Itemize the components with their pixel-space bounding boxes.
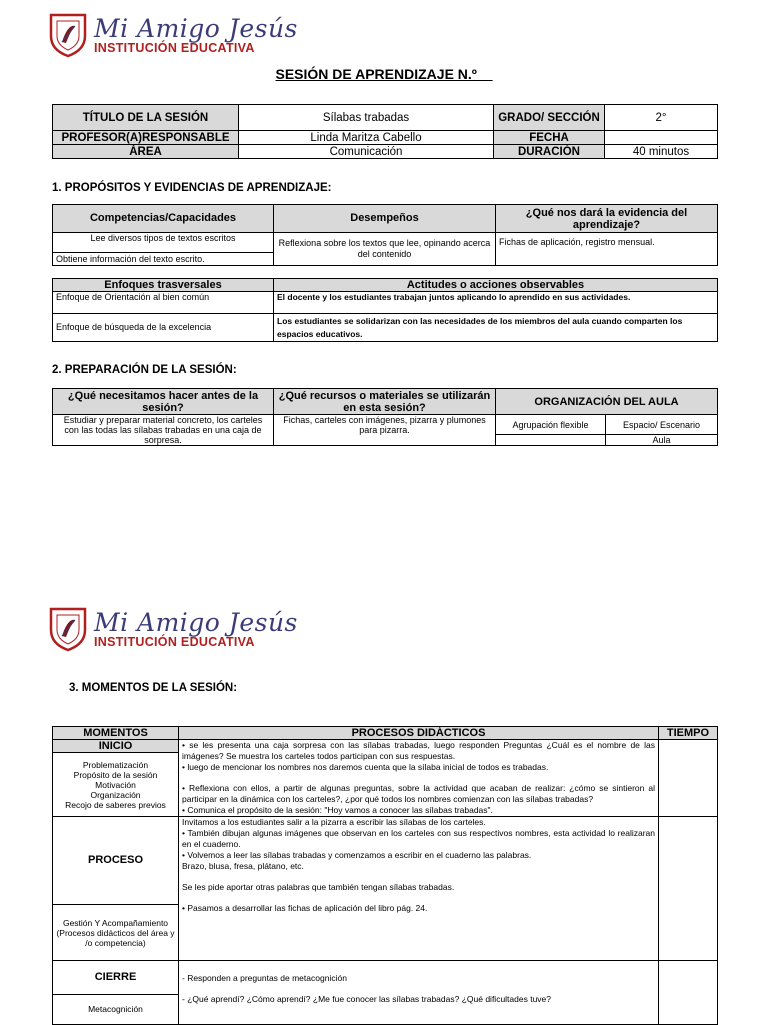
section-2-heading: 2. PREPARACIÓN DE LA SESIÓN: [52, 364, 237, 376]
section-3-heading: 3. MOMENTOS DE LA SESIÓN: [69, 682, 238, 694]
inicio-line-1: • se les presenta una caja sorpresa con las sílabas trabadas, luego responden Preguntas ¿Cuál es el nombre de las imágenes? Se muestra los carteles todos participan con sus respuestas. [182, 740, 655, 761]
espacio-label: Espacio/ Escenario [606, 415, 718, 435]
area-value: Comunicación [239, 145, 494, 159]
preparation-table [52, 388, 718, 446]
inicio-line-4: • Comunica el propósito de la sesión: "Hoy vamos a conocer las sílabas trabadas". [182, 805, 493, 815]
competencia-2: Obtiene información del texto escrito. [53, 253, 274, 266]
session-info-table [52, 104, 718, 159]
titulo-value: Sílabas trabadas [239, 105, 494, 131]
proceso-label: PROCESO [53, 817, 179, 905]
cierre-procesos: Metacognición [53, 995, 179, 1025]
proceso-line-2: • También dibujan algunas imágenes que observan en los carteles con sus respectivos nombres, esta actividad lo realizaran en el cuaderno. [182, 828, 655, 849]
agrupacion-value [496, 435, 606, 446]
logo-subtitle: INSTITUCIÓN EDUCATIVA [94, 40, 255, 55]
enfoques-table [52, 278, 718, 342]
actitudes-header: Actitudes o acciones observables [274, 279, 718, 292]
proceso-line-5: Se les pide aportar otras palabras que también tengan sílabas trabadas. [182, 882, 455, 892]
moments-table [52, 726, 718, 1025]
cierre-line-1: - Responden a preguntas de metacognición [182, 973, 347, 983]
page-title: SESIÓN DE APRENDIZAJE N.º__ [275, 66, 493, 82]
desempeno-cell: Reflexiona sobre los textos que lee, opinando acerca del contenido [274, 233, 496, 266]
school-crest-icon [48, 12, 88, 58]
logo-name: Mi Amigo Jesús [94, 13, 298, 43]
evidencia-cell: Fichas de aplicación, registro mensual. [496, 233, 718, 266]
agrupacion-label: Agrupación flexible [496, 415, 606, 435]
antes-cell: Estudiar y preparar material concreto, los carteles con las todas las sílabas trabadas en una caja de sorpresa. [53, 415, 274, 446]
momentos-header: MOMENTOS [53, 727, 179, 740]
grado-value: 2° [605, 105, 718, 131]
grado-label: GRADO/ SECCIÓN [494, 105, 605, 131]
competencias-header: Competencias/Capacidades [53, 205, 274, 233]
espacio-value: Aula [606, 435, 718, 446]
proceso-procesos: Gestión Y Acompañamiento (Procesos didácticos del área y /o competencia) [53, 905, 179, 961]
inicio-label: INICIO [53, 740, 179, 753]
recursos-header: ¿Qué recursos o materiales se utilizarán en esta sesión? [274, 389, 496, 415]
enfoque-2: Enfoque de búsqueda de la excelencia [53, 314, 274, 342]
profesor-value: Linda Maritza Cabello [239, 131, 494, 145]
school-logo [48, 12, 298, 58]
enfoque-1: Enfoque de Orientación al bien común [53, 292, 274, 314]
proceso-line-6: • Pasamos a desarrollar las fichas de aplicación del libro pág. 24. [182, 903, 428, 913]
inicio-procesos: Problematización Propósito de la sesión Motivación Organización Recojo de saberes previos [53, 753, 179, 817]
inicio-content [179, 740, 659, 817]
cierre-tiempo [659, 961, 718, 1025]
proceso-line-1: Invitamos a los estudiantes salir a la pizarra a escribir las sílabas de los carteles. [182, 817, 486, 827]
proceso-line-4: Brazo, blusa, fresa, plátano, etc. [182, 861, 304, 871]
duracion-label: DURACIÓN [494, 145, 605, 159]
titulo-label: TÍTULO DE LA SESIÓN [53, 105, 239, 131]
cierre-content [179, 961, 659, 1025]
school-crest-icon [48, 606, 88, 652]
desempenos-header: Desempeños [274, 205, 496, 233]
purposes-table [52, 204, 718, 266]
cierre-label: CIERRE [53, 961, 179, 995]
antes-header: ¿Qué necesitamos hacer antes de la sesión? [53, 389, 274, 415]
duracion-value: 40 minutos [605, 145, 718, 159]
cierre-line-2: - ¿Qué aprendí? ¿Cómo aprendí? ¿Me fue conocer las sílabas trabadas? ¿Qué dificultades tuve? [182, 994, 552, 1004]
profesor-label: PROFESOR(A)RESPONSABLE [53, 131, 239, 145]
recursos-cell: Fichas, carteles con imágenes, pizarra y plumones para pizarra. [274, 415, 496, 446]
competencia-1: Lee diversos tipos de textos escritos [53, 233, 274, 253]
tiempo-header: TIEMPO [659, 727, 718, 740]
organizacion-header: ORGANIZACIÓN DEL AULA [496, 389, 718, 415]
proceso-content [179, 817, 659, 961]
inicio-tiempo [659, 740, 718, 817]
evidencia-header: ¿Qué nos dará la evidencia del aprendizaje? [496, 205, 718, 233]
actitud-1: El docente y los estudiantes trabajan juntos aplicando lo aprendido en sus actividades. [274, 292, 718, 314]
section-1-heading: 1. PROPÓSITOS Y EVIDENCIAS DE APRENDIZAJE: [52, 182, 332, 194]
inicio-line-3: • Reflexiona con ellos, a partir de algunas preguntas, sobre la actividad que acaban de realizar: ¿cómo se sintieron al participar en la dinámica con los carteles?, ¿por qué todos los nombres comienzan con las sílabas trabadas? [182, 783, 655, 804]
fecha-value [605, 131, 718, 145]
proceso-tiempo [659, 817, 718, 961]
actitud-2: Los estudiantes se solidarizan con las necesidades de los miembros del aula cuando comparten los espacios educativos. [274, 314, 718, 342]
school-logo-2 [48, 606, 298, 652]
area-label: ÁREA [53, 145, 239, 159]
inicio-line-2: • luego de mencionar los nombres nos daremos cuenta que la sílaba inicial de todos es trabadas. [182, 762, 549, 772]
enfoques-header: Enfoques trasversales [53, 279, 274, 292]
logo-name-2: Mi Amigo Jesús [94, 607, 298, 637]
procesos-header: PROCESOS DIDÁCTICOS [179, 727, 659, 740]
logo-subtitle-2: INSTITUCIÓN EDUCATIVA [94, 634, 255, 649]
fecha-label: FECHA [494, 131, 605, 145]
proceso-line-3: • Volvemos a leer las sílabas trabadas y comenzamos a escribir en el cuaderno las palabras. [182, 850, 532, 860]
